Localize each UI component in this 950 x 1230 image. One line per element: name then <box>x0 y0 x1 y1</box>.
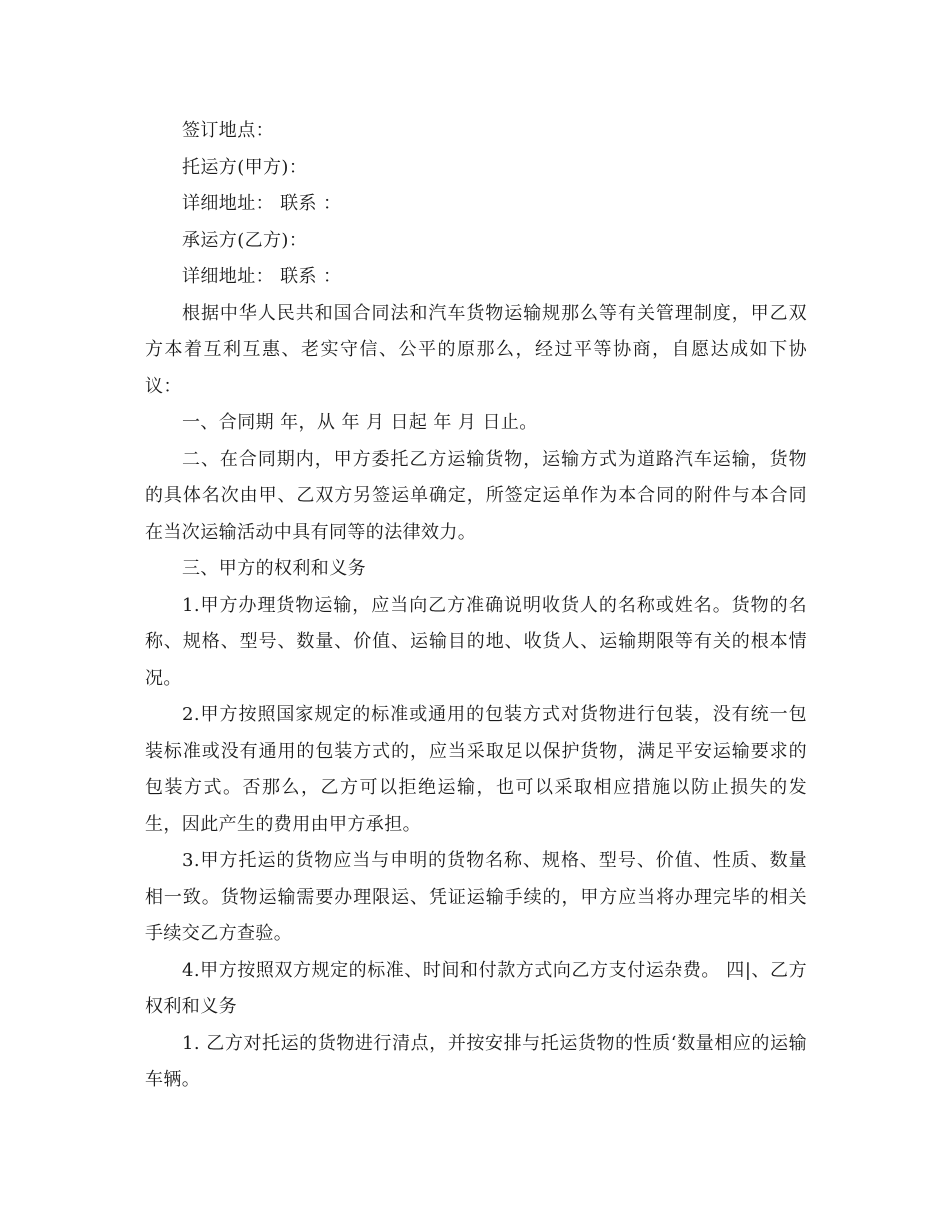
preamble-paragraph: 根据中华人民共和国合同法和汽车货物运输规那么等有关管理制度，甲乙双方本着互利互惠、老实守信、公平的原那么，经过平等协商，自愿达成如下协议： <box>145 302 807 397</box>
clause-3-item-2: 2.甲方按照国家规定的标准或通用的包装方式对货物进行包装，没有统一包装标准或没有通用的包装方式的，应当采取足以保护货物，满足平安运输要求的包装方式。否那么，乙方可以拒绝运输，也可以采取相应措施以防止损失的发生，因此产生的费用由甲方承担。 <box>145 704 807 835</box>
clause-2-transport-entrustment: 二、在合同期内，甲方委托乙方运输货物，运输方式为道路汽车运输，货物的具体名次由甲、乙双方另签运单确定，所签定运单作为本合同的附件与本合同在当次运输活动中具有同等的法律效力。 <box>145 448 807 543</box>
signing-place-line: 签订地点： <box>182 120 274 141</box>
consignor-address-line: 详细地址： 联系 ： <box>182 193 342 214</box>
carrier-line: 承运方(乙方)： <box>182 229 308 251</box>
clause-3-item-1: 1.甲方办理货物运输，应当向乙方准确说明收货人的名称或姓名。货物的名称、规格、型号、数量、价值、运输目的地、收货人、运输期限等有关的根本情况。 <box>145 594 807 689</box>
carrier-address-line: 详细地址： 联系 ： <box>182 266 342 287</box>
consignor-line: 托运方(甲方)： <box>182 156 308 178</box>
clause-3-item-3: 3.甲方托运的货物应当与申明的货物名称、规格、型号、价值、性质、数量相一致。货物运输需要办理限运、凭证运输手续的，甲方应当将办理完毕的相关手续交乙方查验。 <box>145 850 807 944</box>
clause-3-heading: 三、甲方的权利和义务 <box>182 558 366 579</box>
clause-3-item-4: 4.甲方按照双方规定的标准、时间和付款方式向乙方支付运杂费。 四|、乙方权利和义务 <box>145 959 807 1017</box>
clause-1-contract-period: 一、合同期 年，从 年 月 日起 年 月 日止。 <box>182 412 538 433</box>
contract-body <box>145 113 807 1099</box>
clause-4-item-1: 1. 乙方对托运的货物进行清点，并按安排与托运货物的性质‘数量相应的运输车辆。 <box>145 1032 807 1090</box>
